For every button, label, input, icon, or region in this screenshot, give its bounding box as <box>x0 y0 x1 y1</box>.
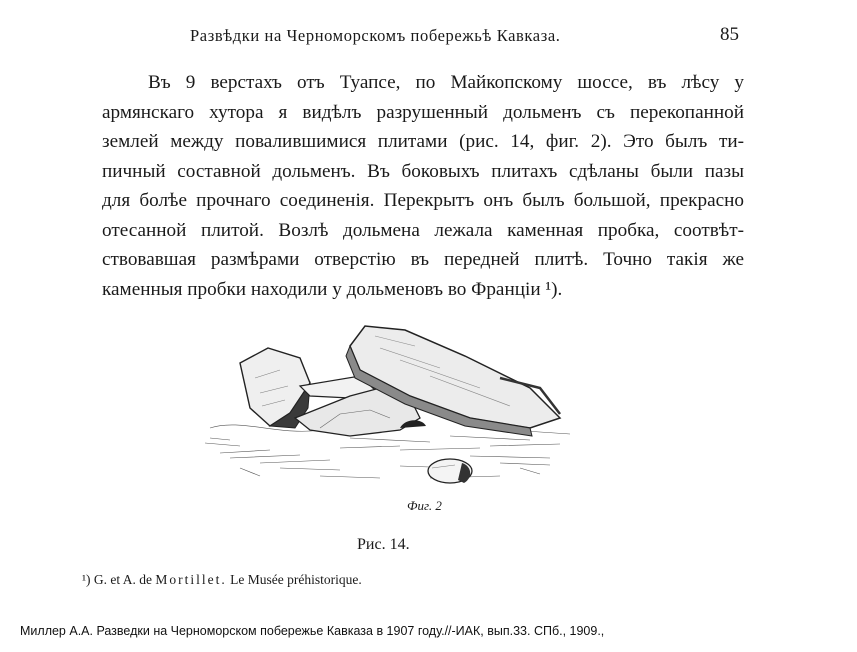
source-citation: Миллер А.А. Разведки на Черноморском побережье Кавказа в 1907 году.//-ИАК, вып.33. СПб., 1909., <box>20 624 605 638</box>
text-line: отесанной плитой. Возлѣ дольмена лежала каменная пробка, соотвѣт- <box>102 219 744 241</box>
dolmen-drawing <box>200 318 580 533</box>
dolmen-illustration <box>200 318 580 533</box>
figure-caption: Рис. 14. <box>357 536 410 553</box>
body-paragraph <box>102 68 744 304</box>
page-number: 85 <box>720 24 739 45</box>
footnote-marker: ¹) <box>82 572 91 587</box>
text-line: армянскаго хутора я видѣлъ разрушенный дольменъ съ перекопанной <box>102 101 744 123</box>
footnote-authors-prefix: G. et A. de <box>93 572 153 587</box>
text-line: землей между повалившимися плитами (рис. 14, фиг. 2). Это былъ ти- <box>102 131 744 152</box>
text-line: Въ 9 верстахъ отъ Туапсе, по Майкопскому шоссе, въ лѣсу у <box>148 72 744 93</box>
footnote-authors-name: Mortillet. <box>155 572 227 587</box>
footnote-title: Le Musée préhistorique. <box>230 572 362 587</box>
running-head: Развѣдки на Черноморскомъ побережьѣ Кавказа. <box>190 26 561 45</box>
text-line: для болѣе прочнаго соединенія. Перекрытъ онъ былъ большой, прекрасно <box>102 190 744 211</box>
figure-label: Фиг. 2 <box>407 498 442 513</box>
text-line: пичный составной дольменъ. Въ боковыхъ плитахъ сдѣланы были пазы <box>102 160 744 182</box>
footnote <box>82 572 362 588</box>
stone-plug <box>428 459 472 483</box>
text-line: ствовавшая размѣрами отверстію въ передней плитѣ. Точно такія же <box>102 249 744 270</box>
text-line: каменныя пробки находили у дольменовъ во Франціи ¹). <box>102 278 563 300</box>
